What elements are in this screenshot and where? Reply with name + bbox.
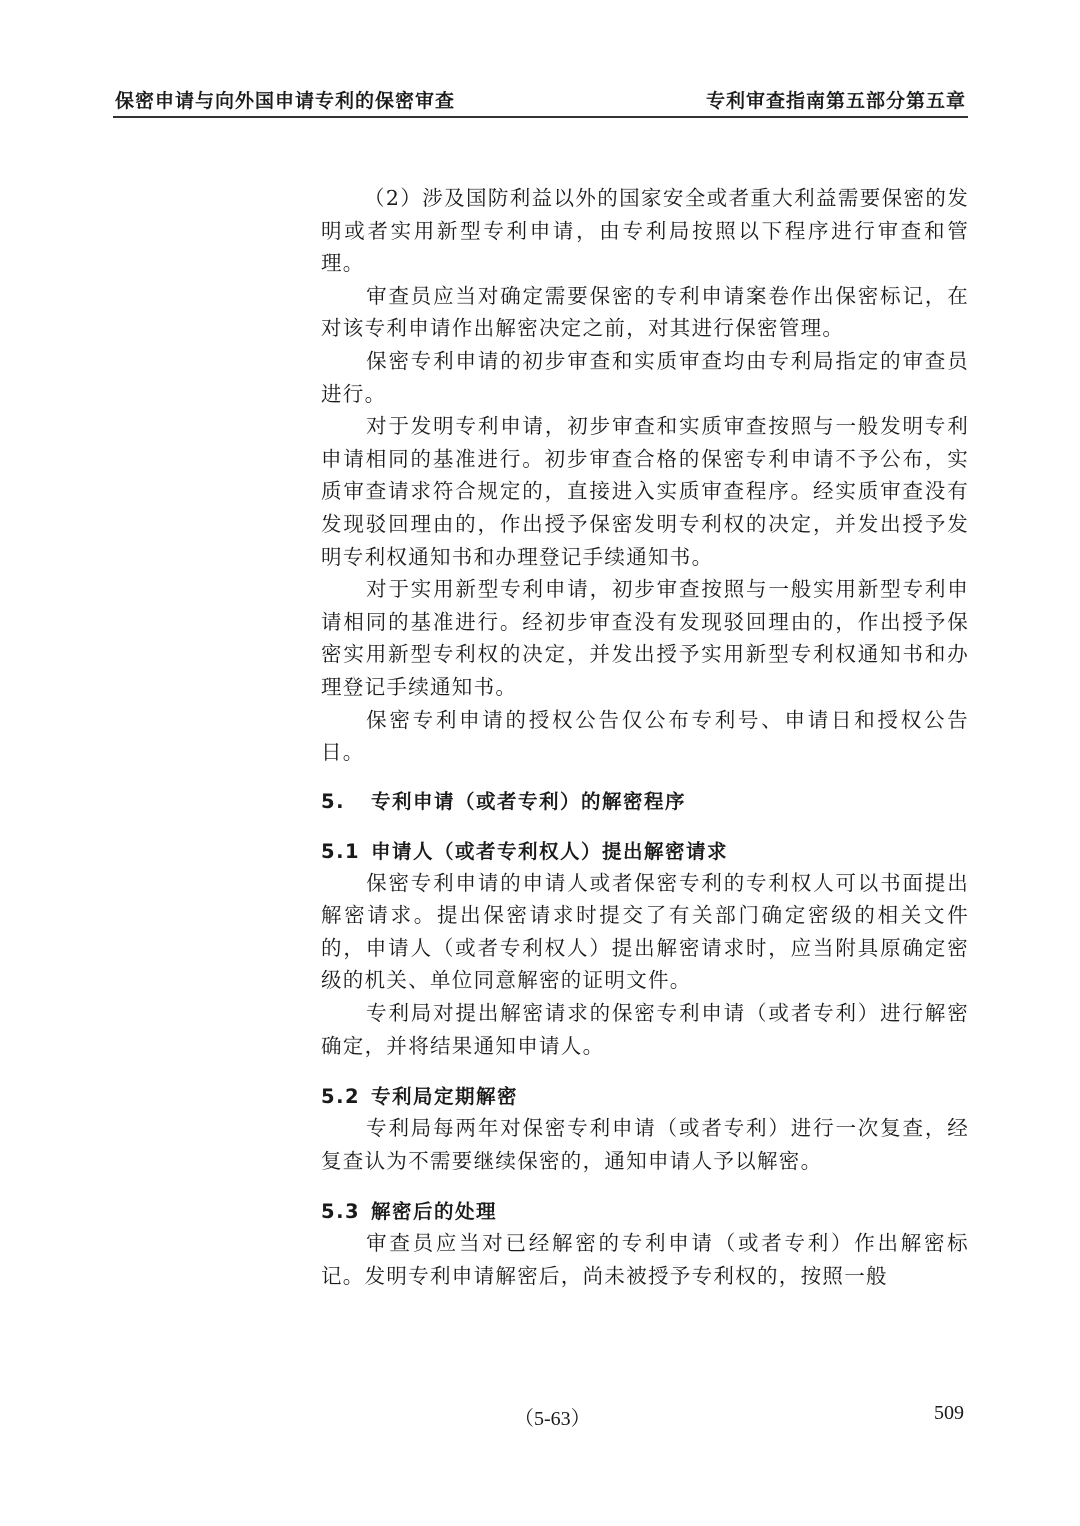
section-heading-5-2: [321, 1082, 969, 1112]
paragraph: 保密专利申请的申请人或者保密专利的专利权人可以书面提出解密请求。提出保密请求时提交了有关部门确定密级的相关文件的，申请人（或者专利权人）提出解密请求时，应当附具原确定密级的机关、单位同意解密的证明文件。: [321, 870, 969, 993]
running-header: [113, 82, 968, 118]
section-heading-5: [321, 787, 969, 817]
header-guide-location: 专利审查指南第五部分第五章: [705, 90, 966, 112]
paragraph: 保密专利申请的初步审查和实质审查均由专利局指定的审查员进行。: [321, 348, 969, 406]
header-chapter-title: 保密申请与向外国申请专利的保密审查: [115, 90, 456, 112]
section-number: 5.3: [321, 1200, 361, 1224]
section-number: 5.: [321, 789, 345, 813]
section-heading-5-1: [321, 837, 969, 867]
section-heading-5-3: [321, 1197, 969, 1227]
paragraph: 审查员应当对已经解密的专利申请（或者专利）作出解密标记。发明专利申请解密后，尚未被授予专利权的，按照一般: [321, 1231, 969, 1289]
section-number: 5.1: [321, 839, 361, 863]
paragraph: 专利局对提出解密请求的保密专利申请（或者专利）进行解密确定，并将结果通知申请人。: [321, 1001, 969, 1058]
paragraph: 保密专利申请的授权公告仅公布专利号、申请日和授权公告日。: [321, 707, 969, 765]
section-title: 解密后的处理: [371, 1200, 498, 1224]
section-number: 5.2: [321, 1085, 361, 1109]
page-number: 509: [934, 1402, 964, 1424]
section-title: 专利局定期解密: [371, 1085, 519, 1109]
chapter-page-code: （5-63）: [514, 1408, 591, 1430]
section-title: 专利申请（或者专利）的解密程序: [371, 789, 687, 813]
paragraph: 对于实用新型专利申请，初步审查按照与一般实用新型专利申请相同的基准进行。经初步审查没有发现驳回理由的，作出授予保密实用新型专利权的决定，并发出授予实用新型专利权通知书和办理登记手续通知书。: [321, 577, 969, 699]
paragraph: （2）涉及国防利益以外的国家安全或者重大利益需要保密的发明或者实用新型专利申请，由专利局按照以下程序进行审查和管理。: [321, 186, 969, 276]
page-body: [321, 182, 969, 1293]
paragraph: 专利局每两年对保密专利申请（或者专利）进行一次复查，经复查认为不需要继续保密的，通知申请人予以解密。: [321, 1116, 969, 1173]
paragraph: 对于发明专利申请，初步审查和实质审查按照与一般发明专利申请相同的基准进行。初步审查合格的保密专利申请不予公布，实质审查请求符合规定的，直接进入实质审查程序。经实质审查没有发现驳回理由的，作出授予保密发明专利权的决定，并发出授予发明专利权通知书和办理登记手续通知书。: [321, 414, 969, 569]
paragraph: 审查员应当对确定需要保密的专利申请案卷作出保密标记，在对该专利申请作出解密决定之前，对其进行保密管理。: [321, 283, 969, 341]
section-title: 申请人（或者专利权人）提出解密请求: [371, 839, 729, 863]
